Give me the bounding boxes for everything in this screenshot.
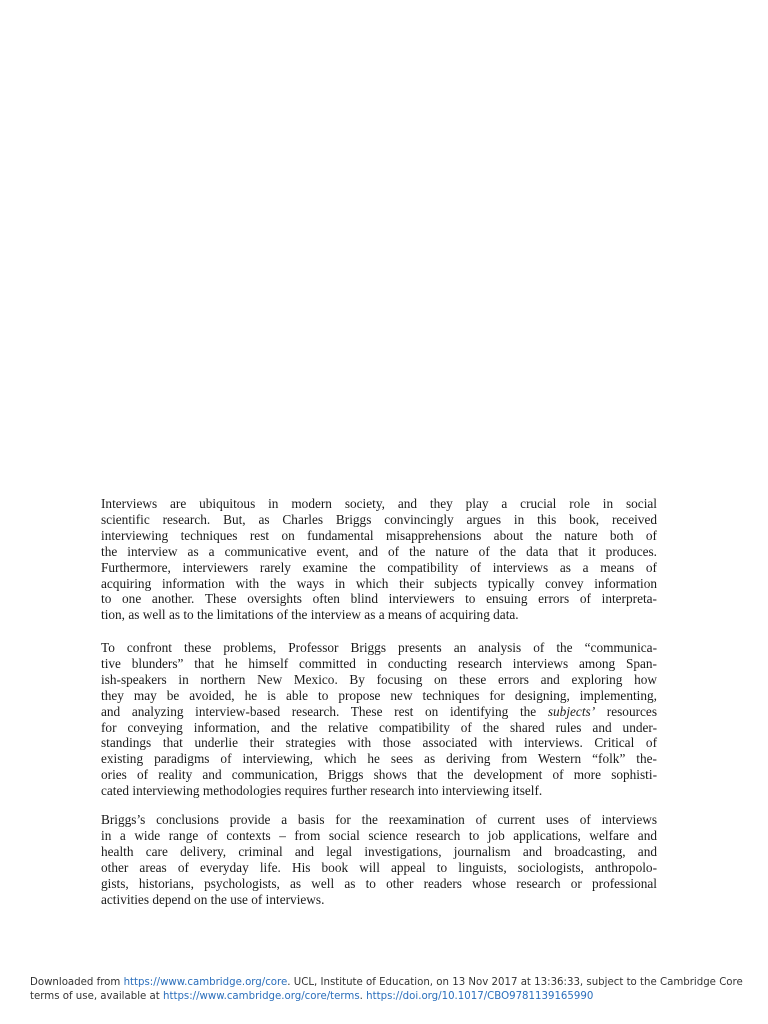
download-footer — [30, 976, 750, 1003]
footer-line-1 — [30, 976, 750, 990]
text-line: To confront these problems, Professor Briggs presents an analysis of the “communica- — [101, 640, 657, 655]
text-line: they may be avoided, he is able to propose new techniques for designing, implementing, — [101, 687, 657, 703]
text-segment: and analyzing interview-based research. These rest on identifying the — [101, 703, 537, 719]
text-line: Furthermore, interviewers rarely examine the compatibility of interviews as a means of — [101, 559, 657, 575]
text-line: acquiring information with the ways in which their subjects typically convey information — [101, 575, 657, 591]
text-line: health care delivery, criminal and legal investigations, journalism and broadcasting, and — [101, 843, 657, 859]
text-line: existing paradigms of interviewing, which he sees as deriving from Western “folk” the- — [101, 751, 657, 767]
cambridge-core-link[interactable]: https://www.cambridge.org/core — [123, 977, 288, 988]
text-line: in a wide range of contexts – from social science research to job applications, welfare and — [101, 827, 657, 843]
footer-line-2 — [30, 990, 750, 1004]
text-line: ish-speakers in northern New Mexico. By focusing on these errors and exploring how — [101, 671, 657, 687]
text-line: tive blunders” that he himself committed in conducting research interviews among Span- — [101, 655, 657, 671]
text-line-with-italic — [101, 704, 657, 720]
terms-link[interactable]: https://www.cambridge.org/core/terms — [163, 990, 360, 1002]
text-line: the interview as a communicative event, and of the nature of the data that it produces. — [101, 543, 657, 559]
text-line: cated interviewing methodologies requires further research into interviewing itself. — [101, 783, 543, 799]
footer-prefix: Downloaded from — [30, 977, 124, 988]
italic-word: subjects’ — [547, 703, 596, 719]
doi-link[interactable]: https://doi.org/10.1017/CBO9781139165990 — [366, 990, 594, 1002]
text-segment: resources — [595, 703, 657, 719]
text-line: activities depend on the use of interviews. — [101, 891, 325, 907]
text-line: other areas of everyday life. His book will appeal to linguists, sociologists, anthropolo- — [101, 859, 657, 875]
blurb-paragraph-1 — [101, 496, 657, 623]
text-line: for conveying information, and the relative compatibility of the shared rules and under- — [101, 719, 657, 735]
footer-line2-prefix: terms of use, available at — [30, 990, 164, 1002]
text-line: ories of reality and communication, Briggs shows that the development of more sophisti- — [101, 767, 657, 783]
text-line: tion, as well as to the limitations of the interview as a means of acquiring data. — [101, 607, 519, 623]
footer-middle: . UCL, Institute of Education, on 13 Nov 2017 at 13:36:33, subject to the Cambridge Core — [287, 977, 743, 988]
text-line: standings that underlie their strategies with those associated with interviews. Critical of — [101, 735, 657, 751]
text-line: gists, historians, psychologists, as well as to other readers whose research or professional — [101, 875, 657, 891]
blurb-paragraph-3 — [101, 812, 657, 907]
blurb-paragraph-2 — [101, 640, 657, 799]
footer-separator: . — [359, 990, 367, 1002]
text-line: to one another. These oversights often blind interviewers to ensuing errors of interpreta- — [101, 591, 657, 607]
text-line: interviewing techniques rest on fundamental misapprehensions about the nature both of — [101, 527, 657, 543]
text-line: Interviews are ubiquitous in modern society, and they play a crucial role in social — [101, 496, 657, 511]
text-line: scientific research. But, as Charles Briggs convincingly argues in this book, received — [101, 511, 657, 527]
text-line: Briggs’s conclusions provide a basis for the reexamination of current uses of interviews — [101, 812, 657, 827]
